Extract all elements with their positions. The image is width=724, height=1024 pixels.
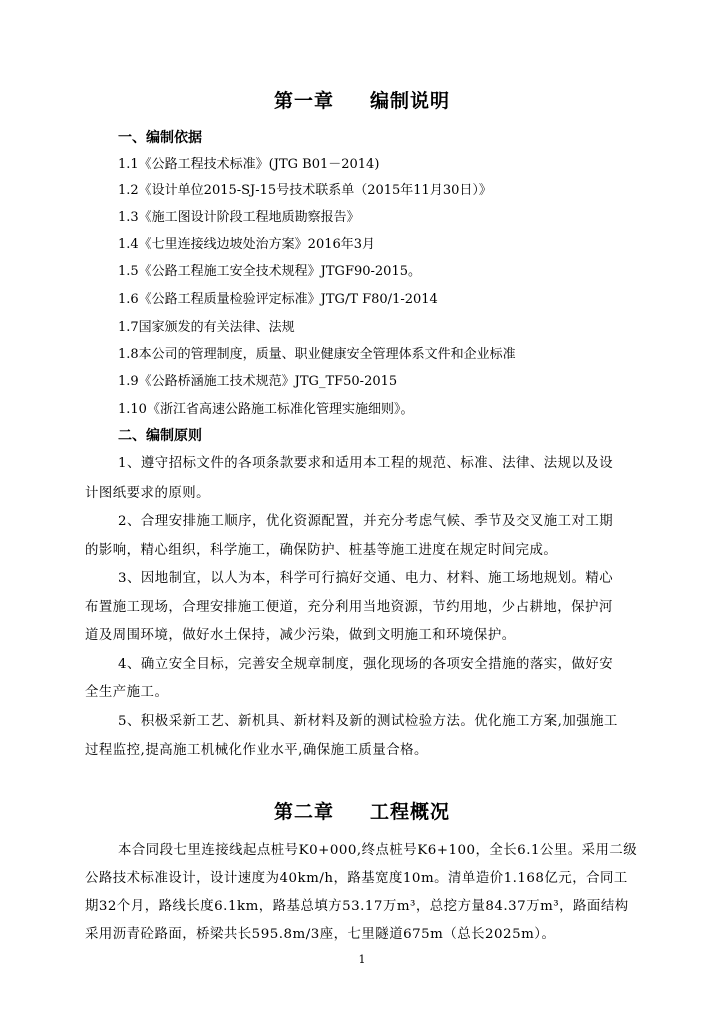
chapter-2-name: 工程概况 [370,801,451,823]
reference-item: 1.5《公路工程施工安全技术规程》JTGF90-2015。 [118,264,421,279]
paragraph-line: 计图纸要求的原则。 [85,486,211,501]
paragraph-line: 3、因地制宜，以人为本，科学可行搞好交通、电力、材料、施工场地规划。精心 [118,571,614,586]
paragraph-line: 期32个月，路线长度6.1km，路基总填方53.17万m³，总挖方量84.37万m³，路面结构 [85,899,629,914]
paragraph-line: 全生产施工。 [85,685,169,700]
reference-item: 1.3《施工图设计阶段工程地质勘察报告》 [118,210,360,225]
chapter-2-title [0,797,724,824]
paragraph-line: 过程监控,提高施工机械化作业水平,确保施工质量合格。 [85,743,428,758]
reference-item: 1.1《公路工程技术标准》(JTG B01－2014) [118,157,380,172]
reference-item: 1.2《设计单位2015-SJ-15号技术联系单（2015年11月30日）》 [118,183,492,198]
paragraph-line: 公路技术标准设计，设计速度为40km/h，路基宽度10m。清单造价1.168亿元，合同工 [85,871,628,886]
chapter-1-name: 编制说明 [370,90,451,112]
reference-item: 1.8本公司的管理制度，质量、职业健康安全管理体系文件和企业标准 [118,347,516,362]
chapter-2-number: 第二章 [273,801,334,823]
paragraph-line: 布置施工现场，合理安排施工便道，充分利用当地资源，节约用地，少占耕地，保护河 [85,600,613,615]
page-number: 1 [358,953,366,966]
reference-item: 1.7国家颁发的有关法律、法规 [118,320,295,335]
paragraph-line: 道及周围环境，做好水土保持，减少污染，做到文明施工和环境保护。 [85,628,516,643]
reference-item: 1.10《浙江省高速公路施工标准化管理实施细则》。 [118,402,414,417]
chapter-1-number: 第一章 [273,90,334,112]
section-heading-principles: 二、编制原则 [118,428,202,444]
paragraph-line: 4、确立安全目标，完善安全规章制度，强化现场的各项安全措施的落实，做好安 [118,657,614,672]
chapter-1-title [0,86,724,113]
paragraph-line: 2、合理安排施工顺序，优化资源配置，并充分考虑气候、季节及交叉施工对工期 [118,514,614,529]
paragraph-line: 的影响，精心组织，科学施工，确保防护、桩基等施工进度在规定时间完成。 [85,543,558,558]
paragraph-line: 本合同段七里连接线起点桩号K0+000,终点桩号K6+100，全长6.1公里。采用二级 [118,843,638,858]
paragraph-line: 采用沥青砼路面，桥梁共长595.8m/3座，七里隧道675m（总长2025m）。 [85,927,556,942]
reference-item: 1.4《七里连接线边坡处治方案》2016年3月 [118,237,376,252]
paragraph-line: 5、积极采新工艺、新机具、新材料及新的测试检验方法。优化施工方案,加强施工 [118,714,618,729]
paragraph-line: 1、遵守招标文件的各项条款要求和适用本工程的规范、标准、法律、法规以及设 [118,456,614,471]
reference-item: 1.6《公路工程质量检验评定标准》JTG/T F80/1-2014 [118,292,438,307]
reference-item: 1.9《公路桥涵施工技术规范》JTG_TF50-2015 [118,374,398,389]
section-heading-basis: 一、编制依据 [118,130,202,146]
